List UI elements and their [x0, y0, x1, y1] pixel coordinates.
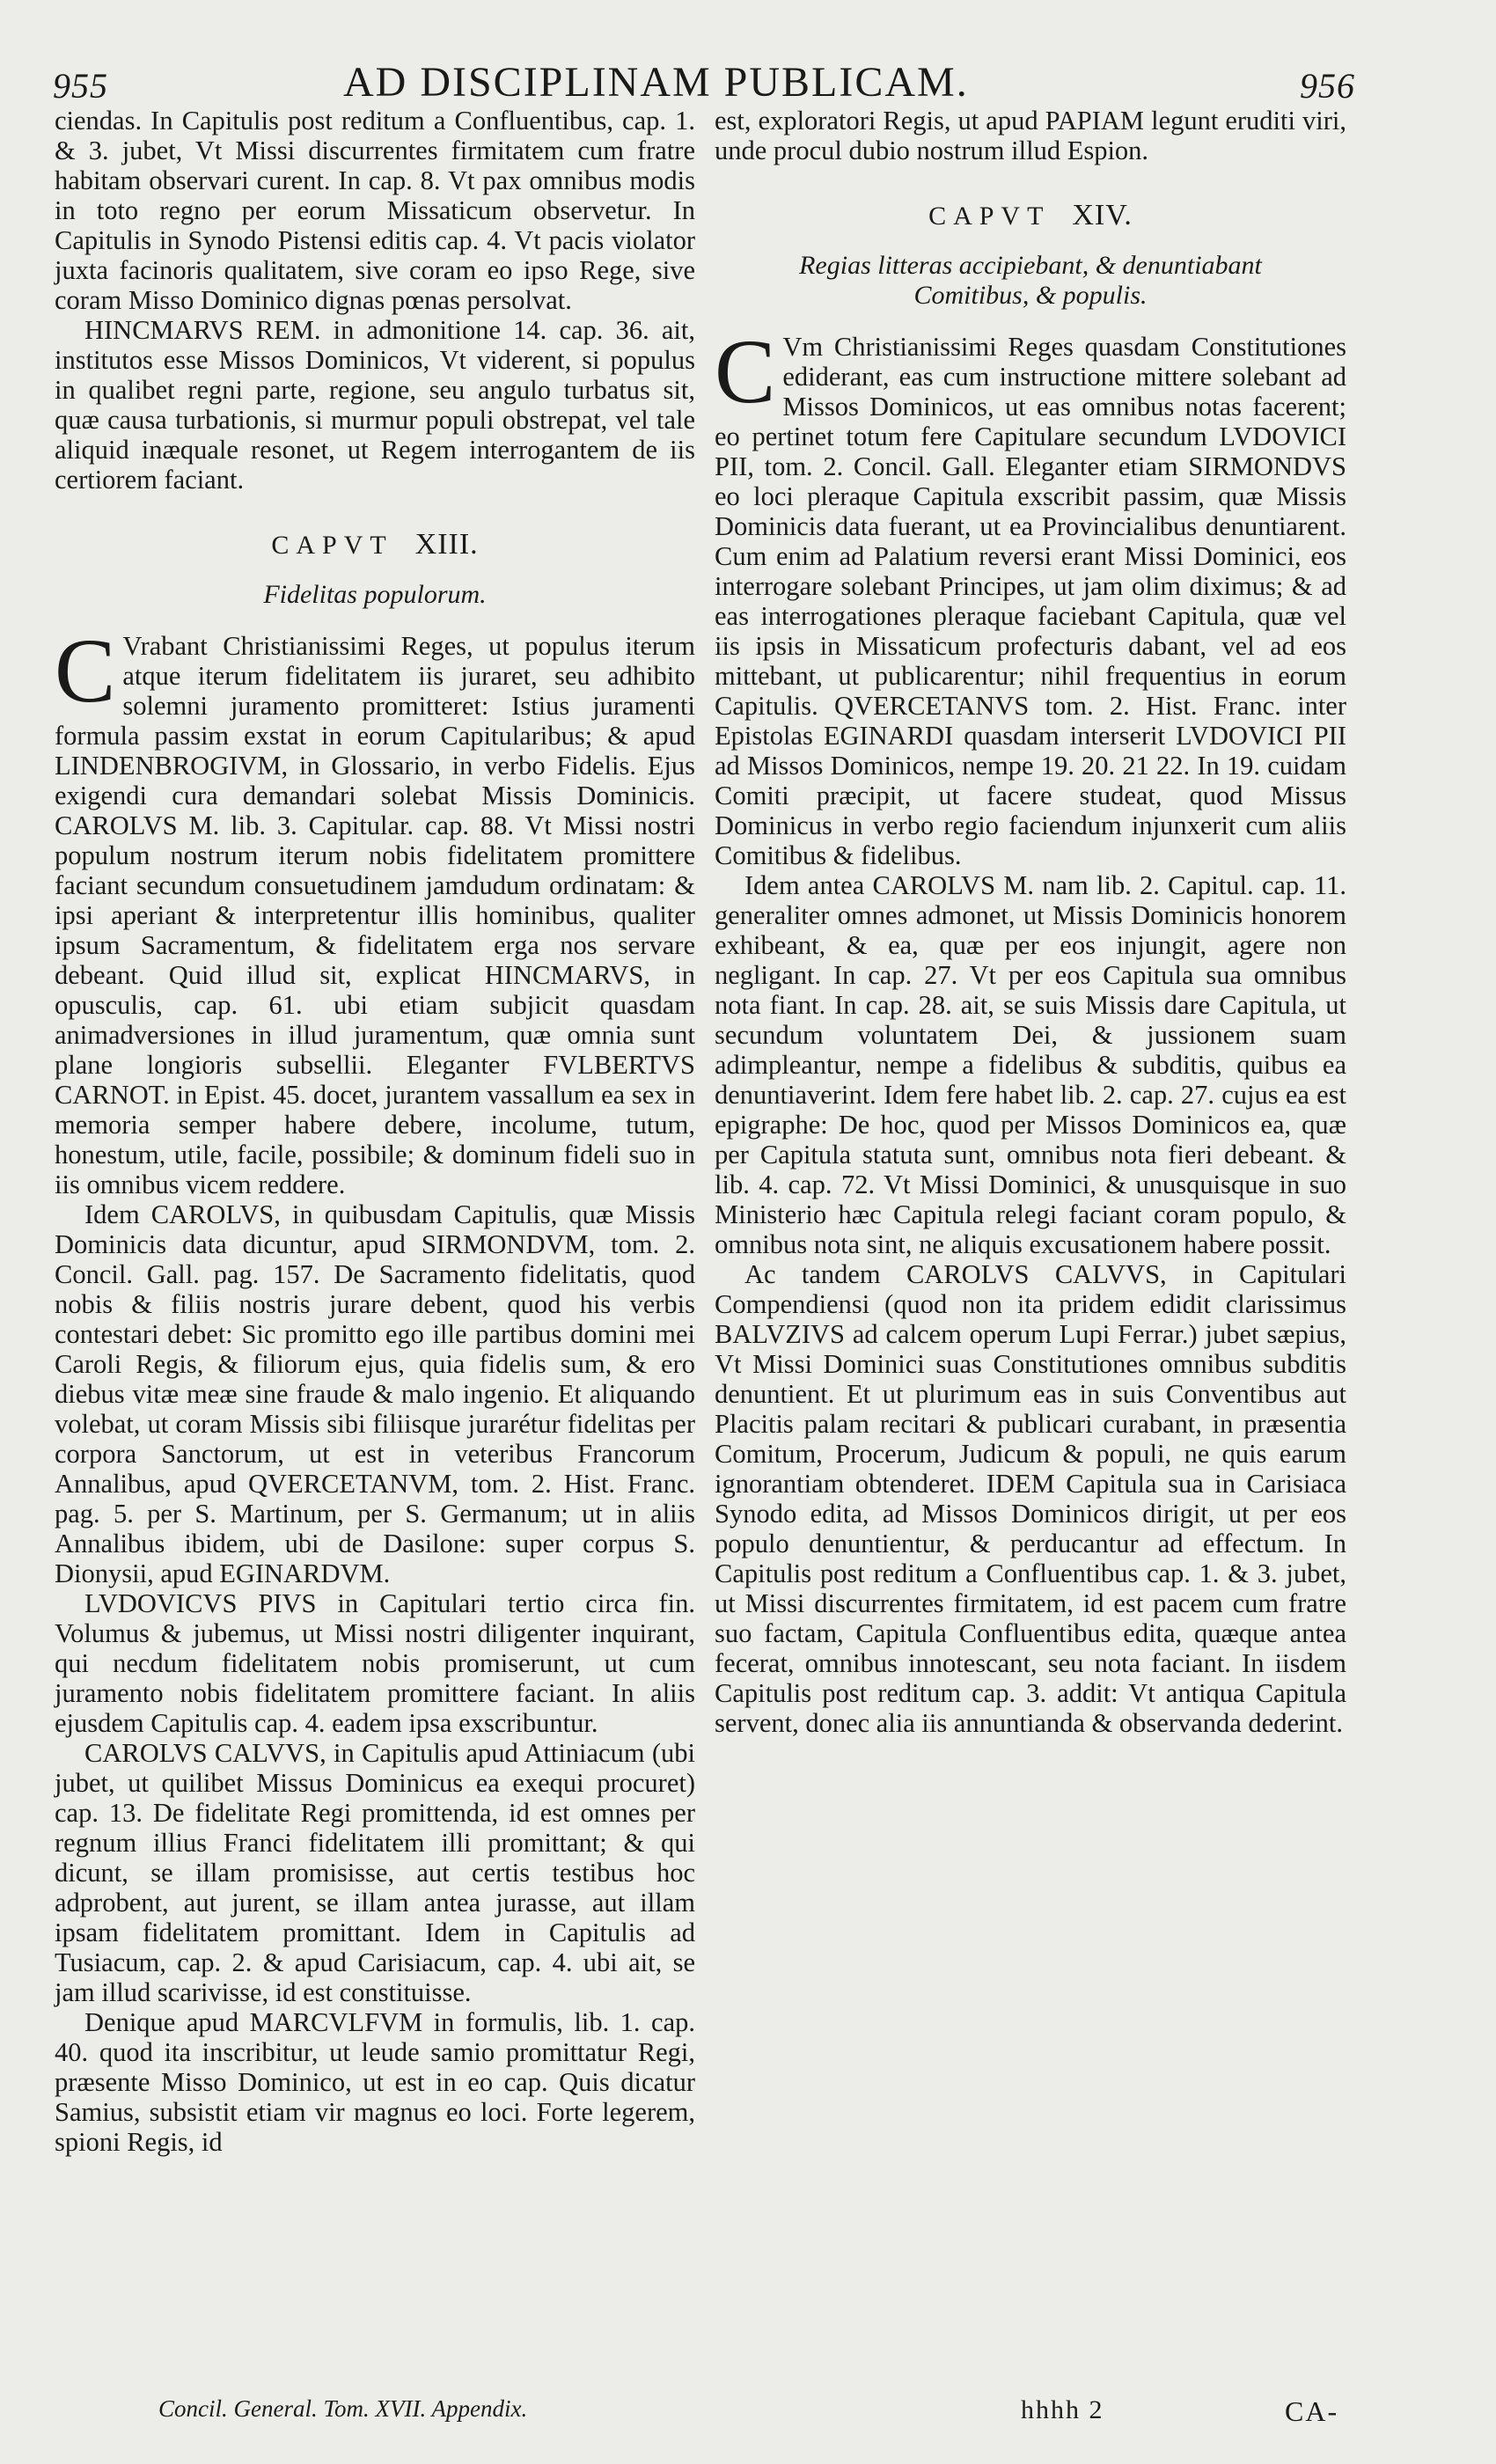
chapter-heading [55, 530, 695, 561]
paragraph [55, 620, 695, 1199]
page-header [53, 58, 1355, 111]
paragraph: est, exploratori Regis, ut apud PAPIAM legunt eruditi viri, unde procul dubio nostrum illud Espion. [715, 106, 1346, 165]
chapter-number: XIII. [414, 528, 479, 561]
chapter-title: Regias litteras accipiebant, & denuntiabant Comitibus, & populis. [799, 251, 1262, 310]
chapter-label: CAPVT [271, 531, 393, 560]
paragraph: Denique apud MARCVLFVM in formulis, lib. 1. cap. 40. quod ita inscribitur, ut leude samio promittatur Regi, præsente Misso Dominico, ut est in eo cap. Quis dicatur Samius, subsistit etiam vir magnus eo loci. Forte legerem, spioni Regis, id [55, 2007, 695, 2157]
chapter-heading [715, 201, 1346, 231]
paragraph: LVDOVICVS PIVS in Capitulari tertio circa fin. Volumus & jubemus, ut Missi nostri diligenter inquirant, qui necdum fidelitatem nobis promiserunt, ut cum juramento nobis fidelitatem promittere faciant. In aliis ejusdem Capitulis cap. 4. eadem ipsa exscribuntur. [55, 1588, 695, 1738]
signature-line: Concil. General. Tom. XVII. Appendix. [158, 2395, 528, 2422]
paragraph: ciendas. In Capitulis post reditum a Confluentibus, cap. 1. & 3. jubet, Vt Missi discurrentes firmitatem cum fratre habitam observari curent. In cap. 8. Vt pax omnibus modis in toto regno per eorum Missaticum observetur. In Capitulis in Synodo Pistensi editis cap. 4. Vt pacis violator juxta facinoris qualitatem, sive coram eo ipso Rege, sive coram Misso Dominico dignas pœnas persolvat. [55, 106, 695, 315]
page-number-left: 955 [53, 66, 108, 106]
paragraph-text: Vrabant Christianissimi Reges, ut populus iterum atque iterum fidelitatem iis juraret, seu adhibito solemni juramento promitteret: Istius juramenti formula passim exstat in eorum Capitularibus; & apud LINDENBROGIVM, in Glossario, in verbo Fidelis. Ejus exigendi cura demandari solebat Missis Dominicis. CAROLVS M. lib. 3. Capitular. cap. 88. Vt Missi nostri populum nostrum iterum nobis fidelitatem promittere faciant secundum consuetudinem jamdudum ordinatam: & ipsi aperiant & interpretentur illis hominibus, qualiter ipsum Sacramentum, & fidelitatem erga nos servare debeant. Quid illud sit, explicat HINCMARVS, in opusculis, cap. 61. ubi etiam subjicit quasdam animadversiones in illud juramentum, quæ omnia sunt plane longioris subsellii. Eleganter FVLBERTVS CARNOT. in Epist. 45. docet, jurantem vassallum ea sex in memoria semper habere debere, incolume, tutum, honestum, utile, facile, possibile; & dominum fideli suo in iis omnibus vicem reddere. [55, 631, 695, 1199]
page-number-right: 956 [1300, 66, 1355, 106]
paragraph: Idem antea CAROLVS M. nam lib. 2. Capitul. cap. 11. generaliter omnes admonet, ut Missis Dominicis honorem exhibeant, & ea, quæ per eos injungit, agere non negligant. In cap. 27. Vt per eos Capitula sua omnibus nota fiant. In cap. 28. ait, se suis Missis dare Capitula, ut secundum voluntatem Dei, & jussionem suam adimpleantur, nempe a fidelibus & subditis, quibus ea denuntiaverint. Idem fere habet lib. 2. cap. 27. cujus ea est epigraphe: De hoc, quod per Missos Dominicos ea, quæ per Capitula statuta sunt, omnibus nota fieri debeant. & lib. 4. cap. 72. Vt Missi Dominici, & unusquisque in suo Ministerio hæc Capitula relegi faciant coram populo, & omnibus nota sint, ne aliquis excusationem habere possit. [715, 870, 1346, 1259]
chapter-label: CAPVT [928, 202, 1050, 231]
chapter-title: Fidelitas populorum. [263, 580, 487, 609]
page-footer [53, 2395, 1355, 2431]
drop-cap: C [55, 620, 116, 722]
chapter-number: XIV. [1072, 199, 1133, 231]
running-title: AD DISCIPLINAM PUBLICAM. [343, 59, 969, 106]
paragraph-text: Vm Christianissimi Reges quasdam Constitutiones ediderant, eas cum instructione mittere solebant ad Missos Dominicos, ut eas omnibus notas facerent; eo pertinet totum fere Capitulare secundum LVDOVICI PII, tom. 2. Concil. Gall. Eleganter etiam SIRMONDVS eo loci pleraque Capitula exscribit passim, quæ Missis Dominicis data fuerant, ut ea Provincialibus denuntiarent. Cum enim ad Palatium reversi erant Missi Dominici, eos interrogare solebant Principes, ut jam olim diximus; & ad eas interrogationes pleraque faciebant Capitula, quæ vel iis ipsis in Missaticum profecturis dabant, vel ad eos mittebant, ut publicarentur; nihil frequentius in eorum Capitulis. QVERCETANVS tom. 2. Hist. Franc. inter Epistolas EGINARDI quasdam interserit LVDOVICI PII ad Missos Dominicos, nempe 19. 20. 21 22. In 19. cuidam Comiti præcipit, ut facere studeat, quod Missus Dominicus in verbo regio faciendum injunxerit cum aliis Comitibus & fidelibus. [715, 332, 1346, 870]
left-column [55, 106, 695, 2157]
paragraph [715, 321, 1346, 870]
signature-mark: hhhh 2 [1021, 2395, 1104, 2424]
paragraph: CAROLVS CALVVS, in Capitulis apud Attiniacum (ubi jubet, ut quilibet Missus Dominicus ea exequi procuret) cap. 13. De fidelitate Regi promittenda, id est omnes per regnum illius Franci fidelitatem illi promittant; & qui dicunt, se illam promisisse, aut certis testibus hoc adprobent, aut jurent, se illam antea jurasse, aut illam ipsam fidelitatem promittant. Idem in Capitulis ad Tusiacum, cap. 2. & apud Carisiacum, cap. 4. ubi ait, se jam illud scarivisse, id est constituisse. [55, 1738, 695, 2007]
catchword: CA- [1285, 2395, 1339, 2427]
drop-cap: C [715, 321, 776, 422]
paragraph: Idem CAROLVS, in quibusdam Capitulis, quæ Missis Dominicis data dicuntur, apud SIRMONDVM, tom. 2. Concil. Gall. pag. 157. De Sacramento fidelitatis, quod nobis & filiis nostris jurare debent, quod his verbis contestari debet: Sic promitto ego ille partibus domini mei Caroli Regis, & filiorum ejus, quia fidelis sum, & ero diebus vitæ meæ sine fraude & malo ingenio. Et aliquando volebat, ut coram Missis sibi filiisque jurarétur fidelitas per corpora Sanctorum, ut est in veteribus Francorum Annalibus, apud QVERCETANVM, tom. 2. Hist. Franc. pag. 5. per S. Martinum, per S. Germanum; ut in aliis Annalibus ibidem, ubi de Dasilone: super corpus S. Dionysii, apud EGINARDVM. [55, 1199, 695, 1588]
paragraph: Ac tandem CAROLVS CALVVS, in Capitulari Compendiensi (quod non ita pridem edidit clarissimus BALVZIVS ad calcem operum Lupi Ferrar.) jubet sæpius, Vt Missi Dominici suas Constitutiones omnibus subditis denuntient. Et ut plurimum eas in suis Conventibus aut Placitis palam recitari & publicari curabant, in præsentia Comitum, Procerum, Judicum & populi, ne quis earum ignorantiam obtenderet. IDEM Capitula sua in Carisiaca Synodo edita, ad Missos Dominicos dirigit, ut per eos populo denuntientur, & perducantur ad effectum. In Capitulis post reditum a Confluentibus cap. 1. & 3. jubet, ut Missi discurrentes firmitatem, id est pacem cum fratre suo factam, Capitula Confluentibus edita, quæque antea fecerat, omnibus innotescant, seu nota faciant. In iisdem Capitulis post reditum cap. 3. addit: Vt antiqua Capitula servent, donec alia iis annuntianda & observanda dederint. [715, 1259, 1346, 1738]
right-column [715, 106, 1346, 1738]
paragraph: HINCMARVS REM. in admonitione 14. cap. 36. ait, institutos esse Missos Dominicos, Vt viderent, si populus in qualibet regni parte, regione, seu angulo turbatus sit, quæ causa turbationis, si murmur populi obstrepat, vel tale aliquid inæquale resonet, ut Regem interrogantem de iis certiorem faciant. [55, 315, 695, 495]
